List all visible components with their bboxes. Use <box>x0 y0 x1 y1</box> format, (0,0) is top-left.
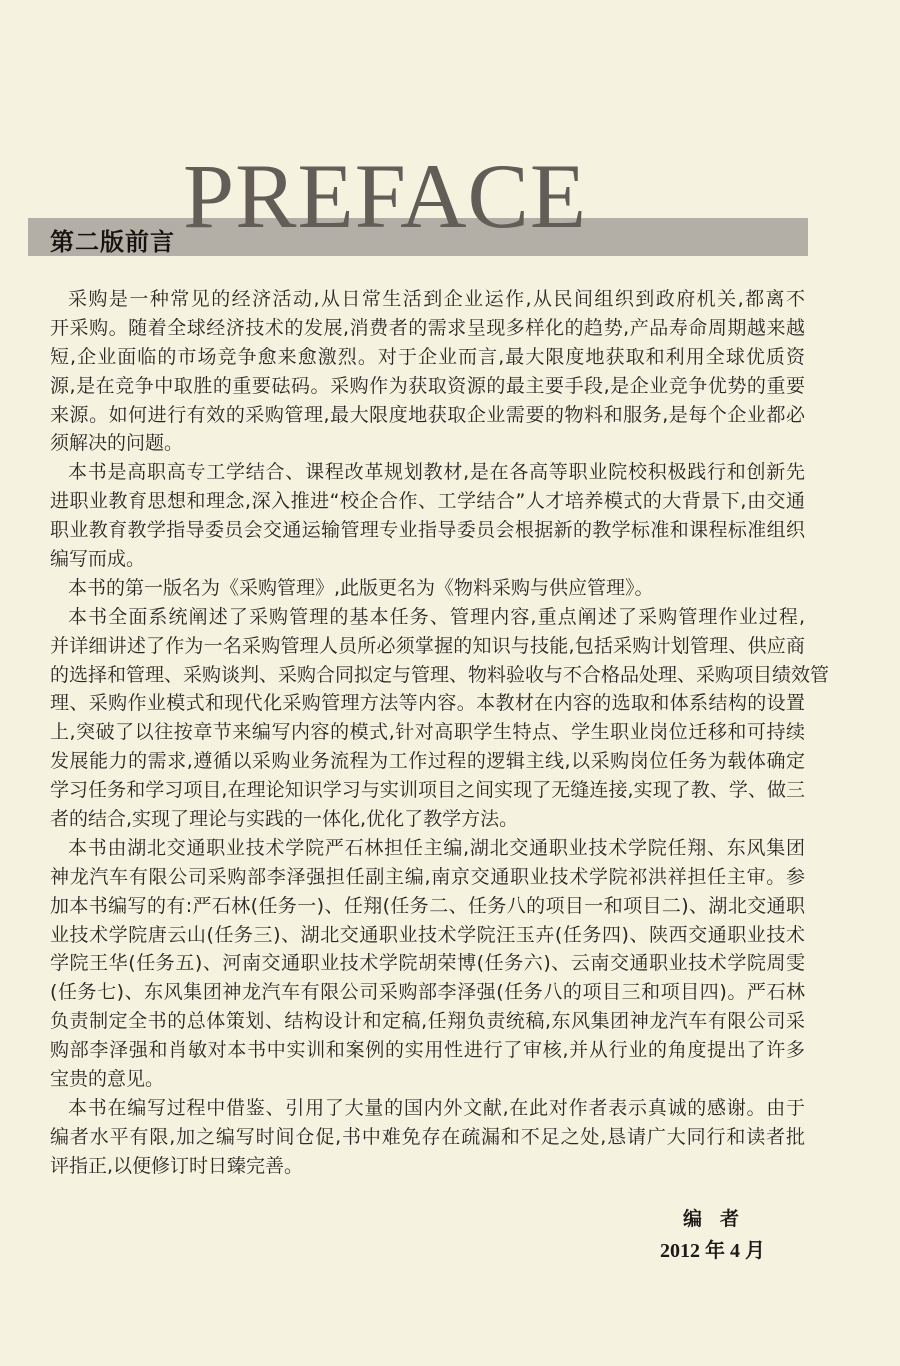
paragraph-line: 理、采购作业模式和现代化采购管理方法等内容。本教材在内容的选取和体系结构的设置 <box>50 692 805 715</box>
paragraph-line: 须解决的问题。 <box>50 432 184 455</box>
paragraph-line: 编写而成。 <box>50 548 146 571</box>
paragraph-line: 本书是高职高专工学结合、课程改革规划教材,是在各高等职业院校积极践行和创新先 <box>68 461 805 484</box>
signature-date: 2012 年 4 月 <box>660 1240 765 1262</box>
paragraph-line: 宝贵的意见。 <box>50 1068 165 1091</box>
paragraph-line: 进职业教育思想和理念,深入推进“校企合作、工学结合”人才培养模式的大背景下,由交通 <box>50 490 805 513</box>
paragraph-line: 发展能力的需求,遵循以采购业务流程为工作过程的逻辑主线,以采购岗位任务为载体确定 <box>50 750 805 773</box>
paragraph-line: 本书的第一版名为《采购管理》,此版更名为《物料采购与供应管理》。 <box>68 576 654 599</box>
paragraph-line: 并详细讲述了作为一名采购管理人员所必须掌握的知识与技能,包括采购计划管理、供应商 <box>50 634 805 657</box>
paragraph-line: 加本书编写的有:严石林(任务一)、任翔(任务二、任务八的项目一和项目二)、湖北交通职 <box>50 894 805 917</box>
paragraph-line: 上,突破了以往按章节来编写内容的模式,针对高职学生特点、学生职业岗位迁移和可持续 <box>50 721 805 744</box>
paragraph-line: 本书在编写过程中借鉴、引用了大量的国内外文献,在此对作者表示真诚的感谢。由于 <box>68 1096 805 1119</box>
signature-author: 编者 <box>683 1208 758 1230</box>
paragraph-line: 学院王华(任务五)、河南交通职业技术学院胡荣博(任务六)、云南交通职业技术学院周雯 <box>50 952 805 975</box>
paragraph-line: 购部李泽强和肖敏对本书中实训和案例的实用性进行了审核,并从行业的角度提出了许多 <box>50 1039 805 1062</box>
paragraph-line: 编者水平有限,加之编写时间仓促,书中难免存在疏漏和不足之处,恳请广大同行和读者批 <box>50 1125 805 1148</box>
paragraph-line: 者的结合,实现了理论与实践的一体化,优化了教学方法。 <box>50 808 519 831</box>
paragraph-line: 评指正,以便修订时日臻完善。 <box>50 1154 304 1177</box>
paragraph-line: 来源。如何进行有效的采购管理,最大限度地获取企业需要的物料和服务,是每个企业都必 <box>50 403 805 426</box>
paragraph-line: 开采购。随着全球经济技术的发展,消费者的需求呈现多样化的趋势,产品寿命周期越来越 <box>50 316 805 339</box>
paragraph-line: 本书全面系统阐述了采购管理的基本任务、管理内容,重点阐述了采购管理作业过程, <box>68 605 805 628</box>
preface-body <box>50 285 830 1181</box>
paragraph-line: 短,企业面临的市场竞争愈来愈激烈。对于企业而言,最大限度地获取和利用全球优质资 <box>50 345 805 368</box>
paragraph-line: 职业教育教学指导委员会交通运输管理专业指导委员会根据新的教学标准和课程标准组织 <box>50 519 805 542</box>
paragraph-line: 负责制定全书的总体策划、结构设计和定稿,任翔负责统稿,东风集团神龙汽车有限公司采 <box>50 1010 805 1033</box>
paragraph-line: 神龙汽车有限公司采购部李泽强担任副主编,南京交通职业技术学院祁洪祥担任主审。参 <box>50 865 805 888</box>
paragraph-line: (任务七)、东风集团神龙汽车有限公司采购部李泽强(任务八的项目三和项目四)。严石林 <box>50 981 805 1004</box>
paragraph-line: 本书由湖北交通职业技术学院严石林担任主编,湖北交通职业技术学院任翔、东风集团 <box>68 836 805 859</box>
preface-heading-cn: 第二版前言 <box>50 228 175 256</box>
paragraph-line: 学习任务和学习项目,在理论知识学习与实训项目之间实现了无缝连接,实现了教、学、做三 <box>50 779 805 802</box>
paragraph-line: 业技术学院唐云山(任务三)、湖北交通职业技术学院汪玉卉(任务四)、陕西交通职业技术 <box>50 923 805 946</box>
paragraph-line: 源,是在竞争中取胜的重要砝码。采购作为获取资源的最主要手段,是企业竞争优势的重要 <box>50 374 805 397</box>
preface-heading-en: PREFACE <box>183 145 588 247</box>
paragraph-line: 的选择和管理、采购谈判、采购合同拟定与管理、物料验收与不合格品处理、采购项目绩效管 <box>50 663 830 686</box>
paragraph-line: 采购是一种常见的经济活动,从日常生活到企业运作,从民间组织到政府机关,都离不 <box>68 288 805 310</box>
